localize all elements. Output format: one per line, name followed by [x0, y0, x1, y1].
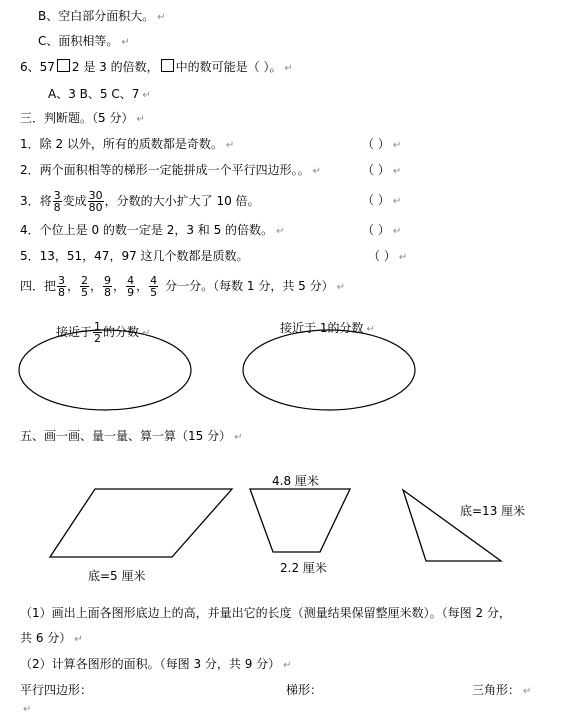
judge-item-2: 2．两个面积相等的梯形一定能拼成一个平行四边形。。 ↵	[20, 163, 322, 177]
parallelogram	[50, 489, 232, 557]
judge-answer-4[interactable]: （ ） ↵	[362, 223, 402, 237]
judge-answer-2[interactable]: （ ） ↵	[362, 163, 402, 177]
option-b: B、空白部分面积大。 ↵	[38, 9, 166, 23]
answer-triangle[interactable]: 三角形： ↵	[472, 683, 532, 697]
oval-2-label: 接近于 1的分数 ↵	[280, 321, 375, 335]
triangle	[403, 490, 501, 561]
oval-near-one	[243, 330, 415, 410]
oval-1-label: 接近于 $\frac{1}{2}$ 的分数 ↵	[56, 320, 151, 345]
parallelogram-base-label: 底=5 厘米	[88, 569, 146, 583]
option-c: C、面积相等。 ↵	[38, 34, 130, 48]
trapezoid	[250, 489, 350, 552]
section-3-title: 三．判断题。（5 分） ↵	[20, 111, 145, 125]
judge-item-5: 5．13，51，47，97 这几个数都是质数。	[20, 249, 249, 263]
section-5-title: 五、画一画、量一量、算一算（15 分） ↵	[20, 429, 243, 443]
question-6-options: A、3 B、5 C、7 ↵	[48, 87, 151, 101]
fraction: $\frac{3}{8}$	[53, 189, 61, 214]
judge-answer-3[interactable]: （ ） ↵	[362, 193, 402, 207]
question-5-1: （1）画出上面各图形底边上的高，并量出它的长度（测量结果保留整厘米数）。（每图 2 分，	[20, 606, 511, 620]
answer-parallelogram[interactable]: 平行四边形：	[20, 683, 93, 697]
question-5-1-cont: 共 6 分） ↵	[20, 631, 83, 645]
section-4-title: 四．把 $\frac{3}{8}$ ， $\frac{2}{5}$ ， $\frac{9}{8}$ ， $\frac{4}{9}$ ， $\frac{4}{5}$ 分一分。（每数 1 分，共 5 分） ↵	[20, 274, 345, 299]
question-5-2: （2）计算各图形的面积。（每图 3 分，共 9 分） ↵	[20, 657, 292, 671]
judge-item-3: 3．将 $\frac{3}{8}$ 变成 $\frac{30}{80}$ ，分数的大小扩大了 10 倍。	[20, 189, 260, 214]
triangle-base-label: 底=13 厘米	[460, 504, 526, 518]
judge-item-1: 1．除 2 以外，所有的质数都是奇数。 ↵	[20, 137, 235, 151]
trapezoid-top-label: 4.8 厘米	[272, 474, 319, 488]
answer-trapezoid[interactable]: 梯形：	[286, 683, 323, 697]
trapezoid-bottom-label: 2.2 厘米	[280, 561, 327, 575]
paragraph-mark: ↵	[23, 704, 32, 715]
question-6: 6、57 2 是 3 的倍数， 中的数可能是（ ）。 ↵	[20, 60, 293, 74]
fraction: $\frac{30}{80}$	[88, 189, 103, 214]
judge-item-4: 4．个位上是 0 的数一定是 2，3 和 5 的倍数。 ↵	[20, 223, 285, 237]
judge-answer-5[interactable]: （ ） ↵	[368, 249, 408, 263]
judge-answer-1[interactable]: （ ） ↵	[362, 137, 402, 151]
